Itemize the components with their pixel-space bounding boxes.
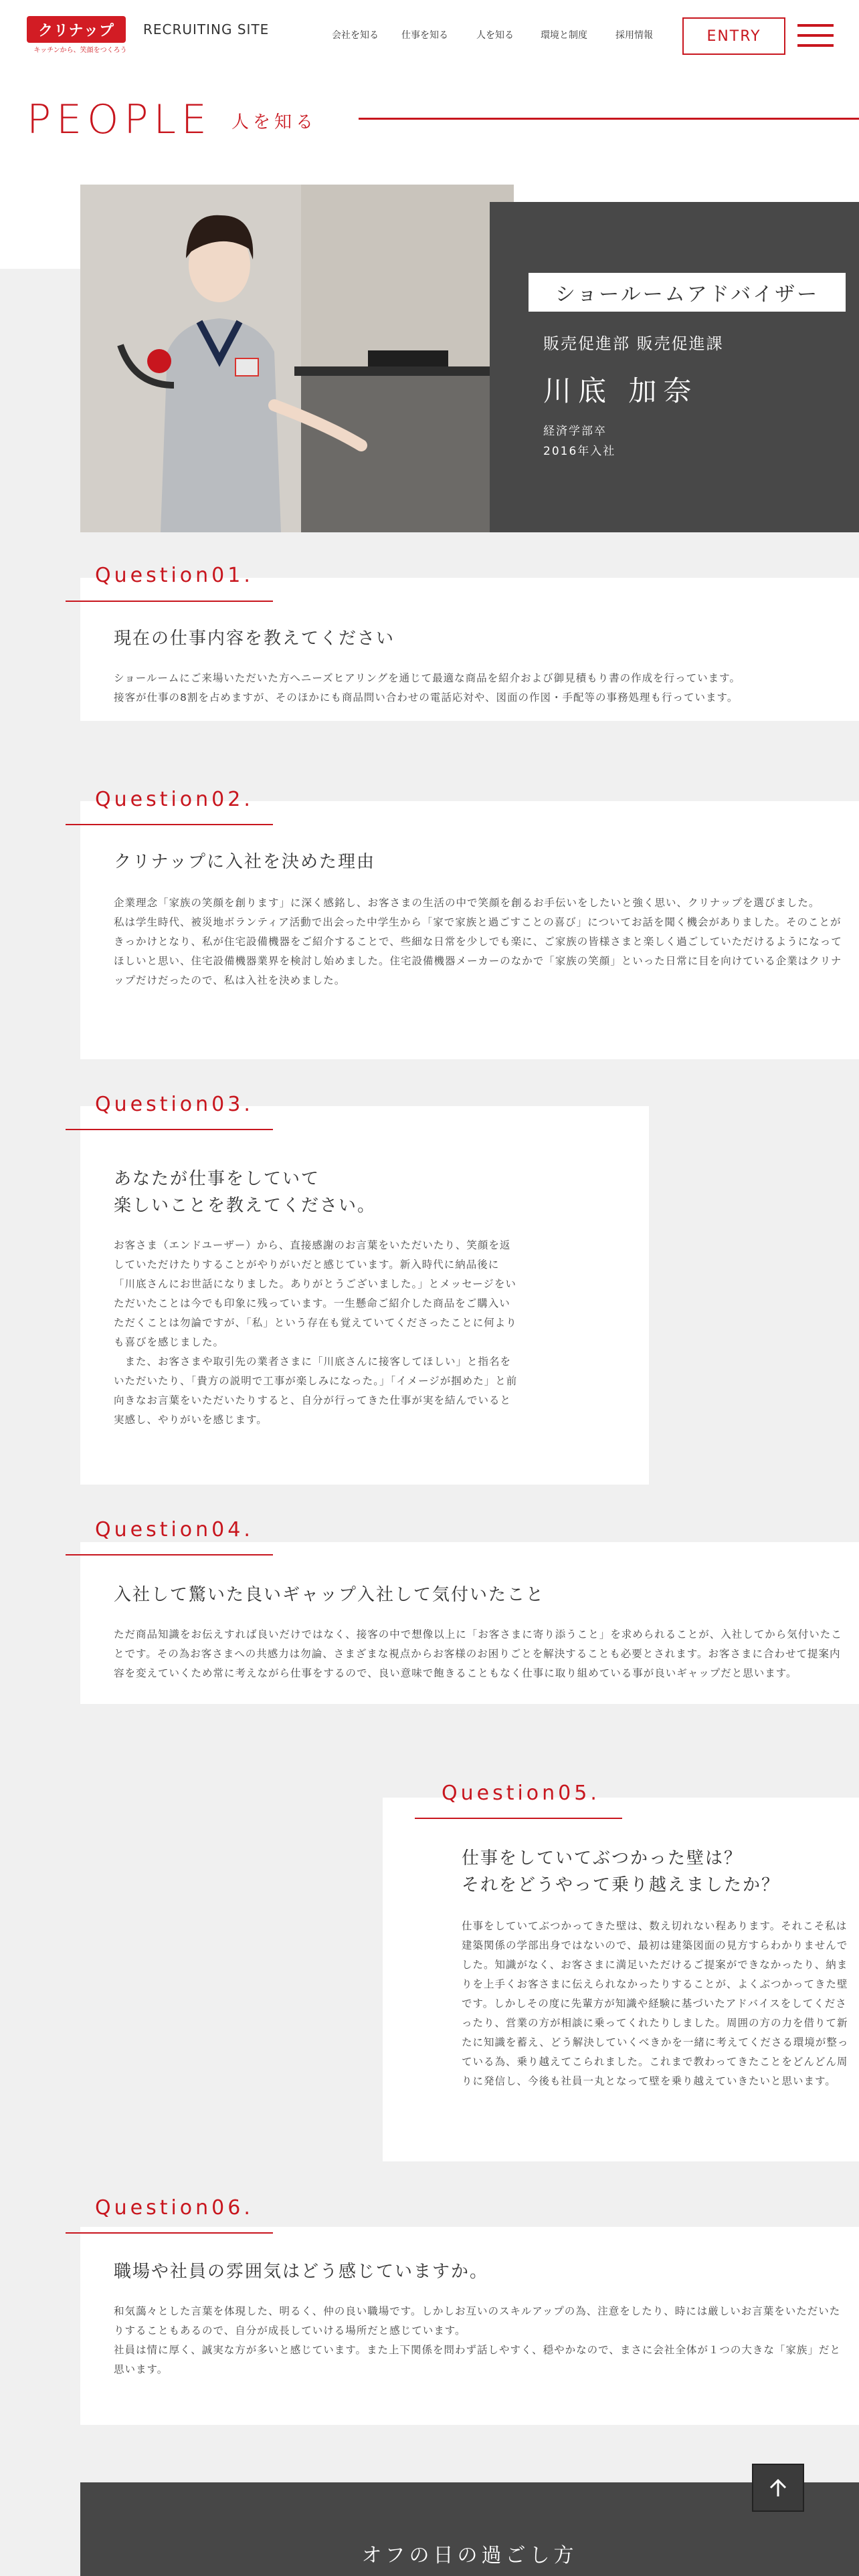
employee-photo <box>80 185 514 532</box>
question-heading: 職場や社員の雰囲気はどう感じていますか。 <box>114 2262 489 2282</box>
education: 経済学部卒 <box>543 425 607 438</box>
site-label: RECRUITING SITE <box>143 21 270 37</box>
page-top-button[interactable] <box>752 2464 804 2512</box>
logo-tagline: キッチンから、笑顔をつくろう <box>33 47 127 54</box>
nav-company[interactable]: 会社を知る <box>332 30 379 41</box>
question-label: Question05. <box>442 1782 600 1805</box>
question-label: Question03. <box>95 1093 254 1116</box>
question-underline <box>66 824 273 825</box>
nav-people[interactable]: 人を知る <box>476 30 514 41</box>
answer-text: 企業理念「家族の笑顔を創ります」に深く感銘し、お客さまの生活の中で笑顔を創るお手伝いをしたいと強く思い、クリナップを選びました。 私は学生時代、被災地ボランティア活動で出会った中学生から「家で家族と過ごすことの喜び」についてお話を聞く機会がありました。そのことがきっかけとなり、私が住宅設備機器をご紹介することで、些細な日常を少しでも楽に、ご家族の皆様さまと楽しく過ごしていただけるようになってほしいと思い、住宅設備機器業界を検討し始めました。住宅設備機器メーカーのなかで「家族の笑顔」といった日常に目を向けている企業はクリナップだけだったので、私は入社を決めました。 <box>114 897 842 986</box>
nav-work[interactable]: 仕事を知る <box>401 30 448 41</box>
answer-text: ただ商品知識をお伝えすれば良いだけではなく、接客の中で想像以上に「お客さまに寄り添うこと」を求められることが、入社してから気付いたことです。その為お客さまへの共感力は勿論、さまざまな視点からお客様のお困りごとを解決することも必要とされます。お客さまに合わせて提案内容を変えていくため常に考えながら仕事をするので、良い意味で飽きることもなく仕事に取り組めている事が良いギャップだと思います。 <box>114 1628 842 1679</box>
hamburger-menu-icon[interactable] <box>797 24 834 48</box>
question-heading-line2: 楽しいことを教えてください。 <box>114 1196 377 1216</box>
question-heading: 入社して驚いた良いギャップ入社して気付いたこと <box>114 1585 545 1605</box>
arrow-up-icon <box>767 2476 789 2499</box>
question-underline <box>66 1129 273 1130</box>
question-label: Question01. <box>95 564 254 587</box>
question-underline <box>66 2232 273 2234</box>
entry-button[interactable]: ENTRY <box>682 17 785 55</box>
answer-text: ショールームにご来場いただいた方へニーズヒアリングを通じて最適な商品を紹介および御見積もり書の作成を行っています。 接客が仕事の8割を占めますが、そのほかにも商品問い合わせの電話応対や、図面の作図・手配等の事務処理も行っています。 <box>114 672 741 704</box>
question-heading: 現在の仕事内容を教えてください <box>114 629 395 649</box>
join-year: 2016年入社 <box>543 445 616 458</box>
question-underline <box>66 1554 273 1555</box>
nav-environment[interactable]: 環境と制度 <box>541 30 587 41</box>
job-title: ショールームアドバイザー <box>529 273 846 312</box>
page-subtitle: 人を知る <box>231 112 318 132</box>
off-day-title: オフの日の過ごし方 <box>361 2544 578 2567</box>
answer-text: 仕事をしていてぶつかってきた壁は、数え切れない程あります。それこそ私は建築関係の学部出身ではないので、最初は建築図面の見方すらわかりませんでした。知識がなく、お客さまに満足いただけるご提案ができなかったり、納まりを上手くお客さまに伝えられなかったりすることが、よくぶつかってきた壁です。しかしその度に先輩方が知識や経験に基づいたアドバイスをしてくださったり、営業の方が相談に乗ってくれたりしました。周囲の方の力を借りて新たに知識を蓄え、どう解決していくべきかを一緒に考えてくださる環境が整っている為、乗り越えてこられました。これまで教わってきたことをどんどん周りに発信し、今後も社員一丸となって壁を乗り越えていきたいと思います。 <box>462 1920 849 2087</box>
question-heading: クリナップに入社を決めた理由 <box>114 852 375 872</box>
page-title: PEOPLE <box>27 96 212 143</box>
title-divider <box>359 118 859 120</box>
answer-text: お客さま（エンドユーザー）から、直接感謝のお言葉をいただいたり、笑顔を返していただけたりすることがやりがいだと感じています。新入時代に納品後に「川底さんにお世話になりました。ありがとうございました。」とメッセージをいただいたことは今でも印象に残っています。一生懸命ご紹介した商品をご購入いただくことは勿論ですが、「私」という存在も覚えていてくださったことに何よりも喜びを感じました。 また、お客さまや取引先の業者さまに「川底さんに接客してほしい」と指名をいただいたり、「貴方の説明で工事が楽しみになった。」「イメージが掴めた」と前向きなお言葉をいただいたりすると、自分が行ってきた仕事が実を結んでいると実感し、やりがいを感じます。 <box>114 1239 518 1426</box>
department: 販売促進部 販売促進課 <box>543 334 724 353</box>
question-underline <box>415 1818 622 1819</box>
question-label: Question06. <box>95 2196 254 2220</box>
question-underline <box>66 601 273 602</box>
nav-recruit[interactable]: 採用情報 <box>615 30 653 41</box>
logo-text: クリナップ <box>37 22 115 39</box>
profile-panel <box>490 202 859 532</box>
question-heading-line1: あなたが仕事をしていて <box>114 1169 320 1189</box>
employee-name: 川底 加奈 <box>543 374 698 407</box>
clean-up-logo[interactable] <box>27 16 126 43</box>
question-label: Question04. <box>95 1518 254 1541</box>
question-label: Question02. <box>95 788 254 811</box>
answer-text: 和気藹々とした言葉を体現した、明るく、仲の良い職場です。しかしお互いのスキルアップの為、注意をしたり、時には厳しいお言葉をいただいたりすることもあるので、自分が成長していける場所だと感じています。 社員は情に厚く、誠実な方が多いと感じています。また上下関係を問わず話しやすく、穏やかなので、まさに会社全体が１つの大きな「家族」だと思います。 <box>114 2305 841 2375</box>
question-heading-line1: 仕事をしていてぶつかった壁は？ <box>462 1848 743 1868</box>
question-heading-line2: それをどうやって乗り越えましたか？ <box>462 1875 781 1895</box>
